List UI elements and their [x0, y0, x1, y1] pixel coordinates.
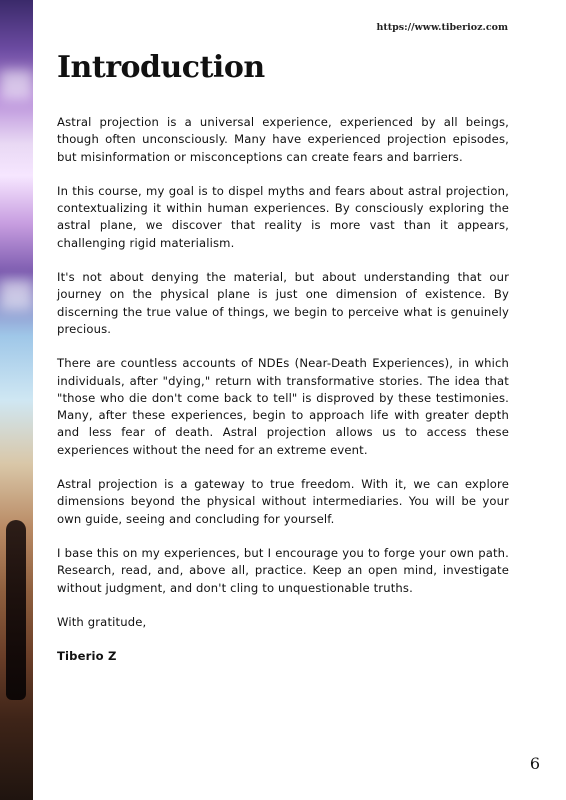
- paragraph-4: There are countless accounts of NDEs (Near-Death Experiences), in which individuals, after "dying," return with transformative stories. The idea that "those who die don't come back to tell" is disproved by these testimonies. Many, after these experiences, begin to approach life with greater depth and less fear of death. Astral projection allows us to access these experiences without the need for an extreme event.: [57, 356, 509, 457]
- paragraph-5: Astral projection is a gateway to true freedom. With it, we can explore dimensions beyond the physical without intermediaries. You will be your own guide, seeing and concluding for yourself.: [57, 477, 509, 526]
- paragraph-2: In this course, my goal is to dispel myths and fears about astral projection, contextualizing it within human experiences. By consciously exploring the astral plane, we discover that reality is more vast than it appears, challenging rigid materialism.: [57, 183, 509, 250]
- paragraph-6: I base this on my experiences, but I encourage you to forge your own path. Research, read, and, above all, practice. Keep an open mind, investigate without judgment, and don't cling to unquestionable truths.: [57, 545, 509, 595]
- signature-name: Tiberio Z: [57, 649, 117, 664]
- paragraph-1: Astral projection is a universal experience, experienced by all beings, though often unconsciously. Many have experienced projection episodes, but misinformation or misconceptions can create fears and barriers.: [57, 115, 509, 164]
- body-text: [57, 114, 509, 682]
- paragraph-3: It's not about denying the material, but about understanding that our journey on the physical plane is just one dimension of existence. By discerning the true value of things, we begin to perceive what is genuinely precious.: [57, 270, 509, 336]
- decorative-side-image: [0, 0, 33, 800]
- page-title: Introduction: [57, 50, 265, 85]
- light-glow: [0, 70, 33, 100]
- website-link[interactable]: https://www.tiberioz.com: [376, 22, 508, 33]
- silhouette-figure: [6, 520, 26, 700]
- signature-closing: With gratitude,: [57, 614, 147, 629]
- page-number: 6: [529, 754, 540, 773]
- light-glow: [0, 280, 33, 310]
